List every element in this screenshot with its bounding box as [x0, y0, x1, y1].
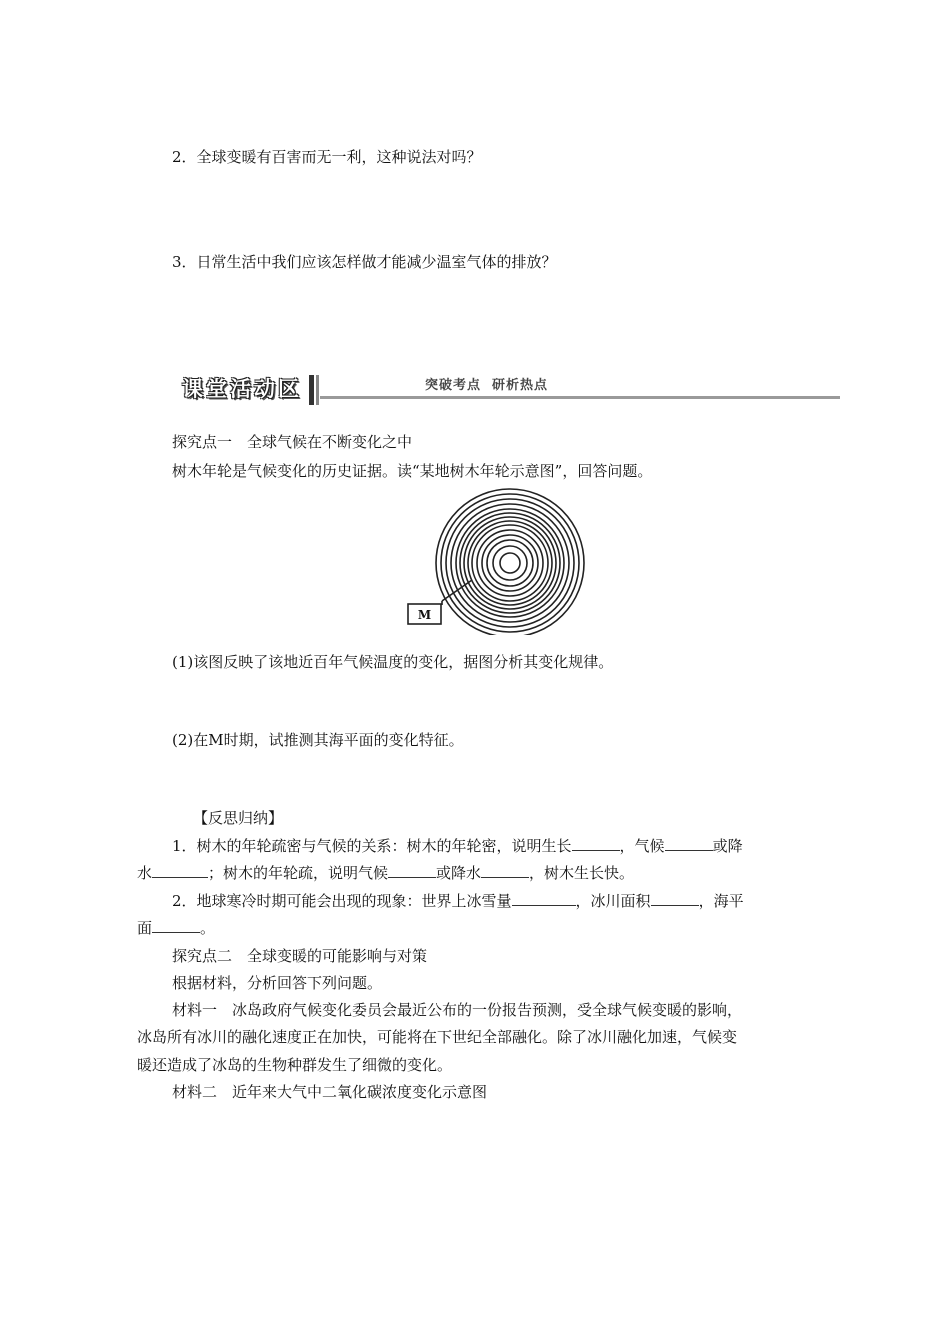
question-3: 3．日常生活中我们应该怎样做才能减少温室气体的排放？ — [172, 253, 557, 271]
banner-divider-light — [316, 375, 319, 405]
material-1-line-2: 冰岛所有冰川的融化速度正在加快，可能将在下世纪全部融化。除了冰川融化加速，气候变 — [137, 1028, 738, 1046]
summary-text: ，树木生长快。 — [529, 864, 635, 882]
answer-blank[interactable] — [512, 891, 576, 906]
summary-text: 2．地球寒冷时期可能会出现的现象：世界上冰雪量 — [172, 892, 512, 910]
explore1-question-2: (2)在M时期，试推测其海平面的变化特征。 — [172, 731, 464, 749]
summary-item-2-line-1 — [172, 891, 744, 911]
answer-blank[interactable] — [665, 836, 713, 851]
summary-text: 。 — [200, 919, 216, 937]
summary-text: 1．树木的年轮疏密与气候的关系：树木的年轮密，说明生长 — [172, 837, 572, 855]
summary-text: 或降 — [712, 837, 743, 855]
summary-text: ；树木的年轮疏，说明气候 — [208, 864, 389, 882]
summary-item-1-line-2 — [137, 863, 634, 883]
tree-ring-diagram — [405, 485, 585, 635]
explore1-intro: 树木年轮是气候变化的历史证据。读“某地树木年轮示意图”，回答问题。 — [172, 462, 653, 480]
summary-heading: 【反思归纳】 — [193, 809, 284, 827]
explore2-intro: 根据材料，分析回答下列问题。 — [172, 974, 383, 992]
answer-blank[interactable] — [572, 836, 620, 851]
summary-text: 水 — [137, 864, 153, 882]
answer-blank[interactable] — [152, 918, 200, 933]
question-2: 2．全球变暖有百害而无一利，这种说法对吗？ — [172, 148, 482, 166]
material-1-line-1: 材料一 冰岛政府气候变化委员会最近公布的一份报告预测，受全球气候变暖的影响， — [172, 1001, 743, 1019]
banner-divider — [309, 375, 314, 405]
answer-blank[interactable] — [388, 863, 436, 878]
summary-text: 面 — [137, 919, 153, 937]
figure-label-m: M — [417, 608, 432, 622]
summary-text: ，冰川面积 — [575, 892, 651, 910]
banner-rule — [320, 396, 840, 399]
answer-blank[interactable] — [481, 863, 529, 878]
summary-text: ，海平 — [698, 892, 744, 910]
tree-ring-figure — [405, 485, 585, 635]
material-1-line-3: 暖还造成了冰岛的生物种群发生了细微的变化。 — [137, 1056, 453, 1074]
material-2: 材料二 近年来大气中二氧化碳浓度变化示意图 — [172, 1083, 488, 1101]
summary-item-2-line-2 — [137, 918, 215, 938]
explore1-question-1: (1)该图反映了该地近百年气候温度的变化，据图分析其变化规律。 — [172, 653, 614, 671]
banner-title: 课堂活动区 — [182, 377, 302, 401]
answer-blank[interactable] — [152, 863, 208, 878]
summary-text: 或降水 — [436, 864, 482, 882]
summary-item-1-line-1 — [172, 836, 743, 856]
banner-subtitle: 突破考点 研析热点 — [425, 378, 549, 393]
summary-text: ，气候 — [619, 837, 665, 855]
section-banner — [170, 372, 840, 408]
explore2-heading: 探究点二 全球变暖的可能影响与对策 — [172, 947, 428, 965]
explore1-heading: 探究点一 全球气候在不断变化之中 — [172, 433, 413, 451]
answer-blank[interactable] — [651, 891, 699, 906]
